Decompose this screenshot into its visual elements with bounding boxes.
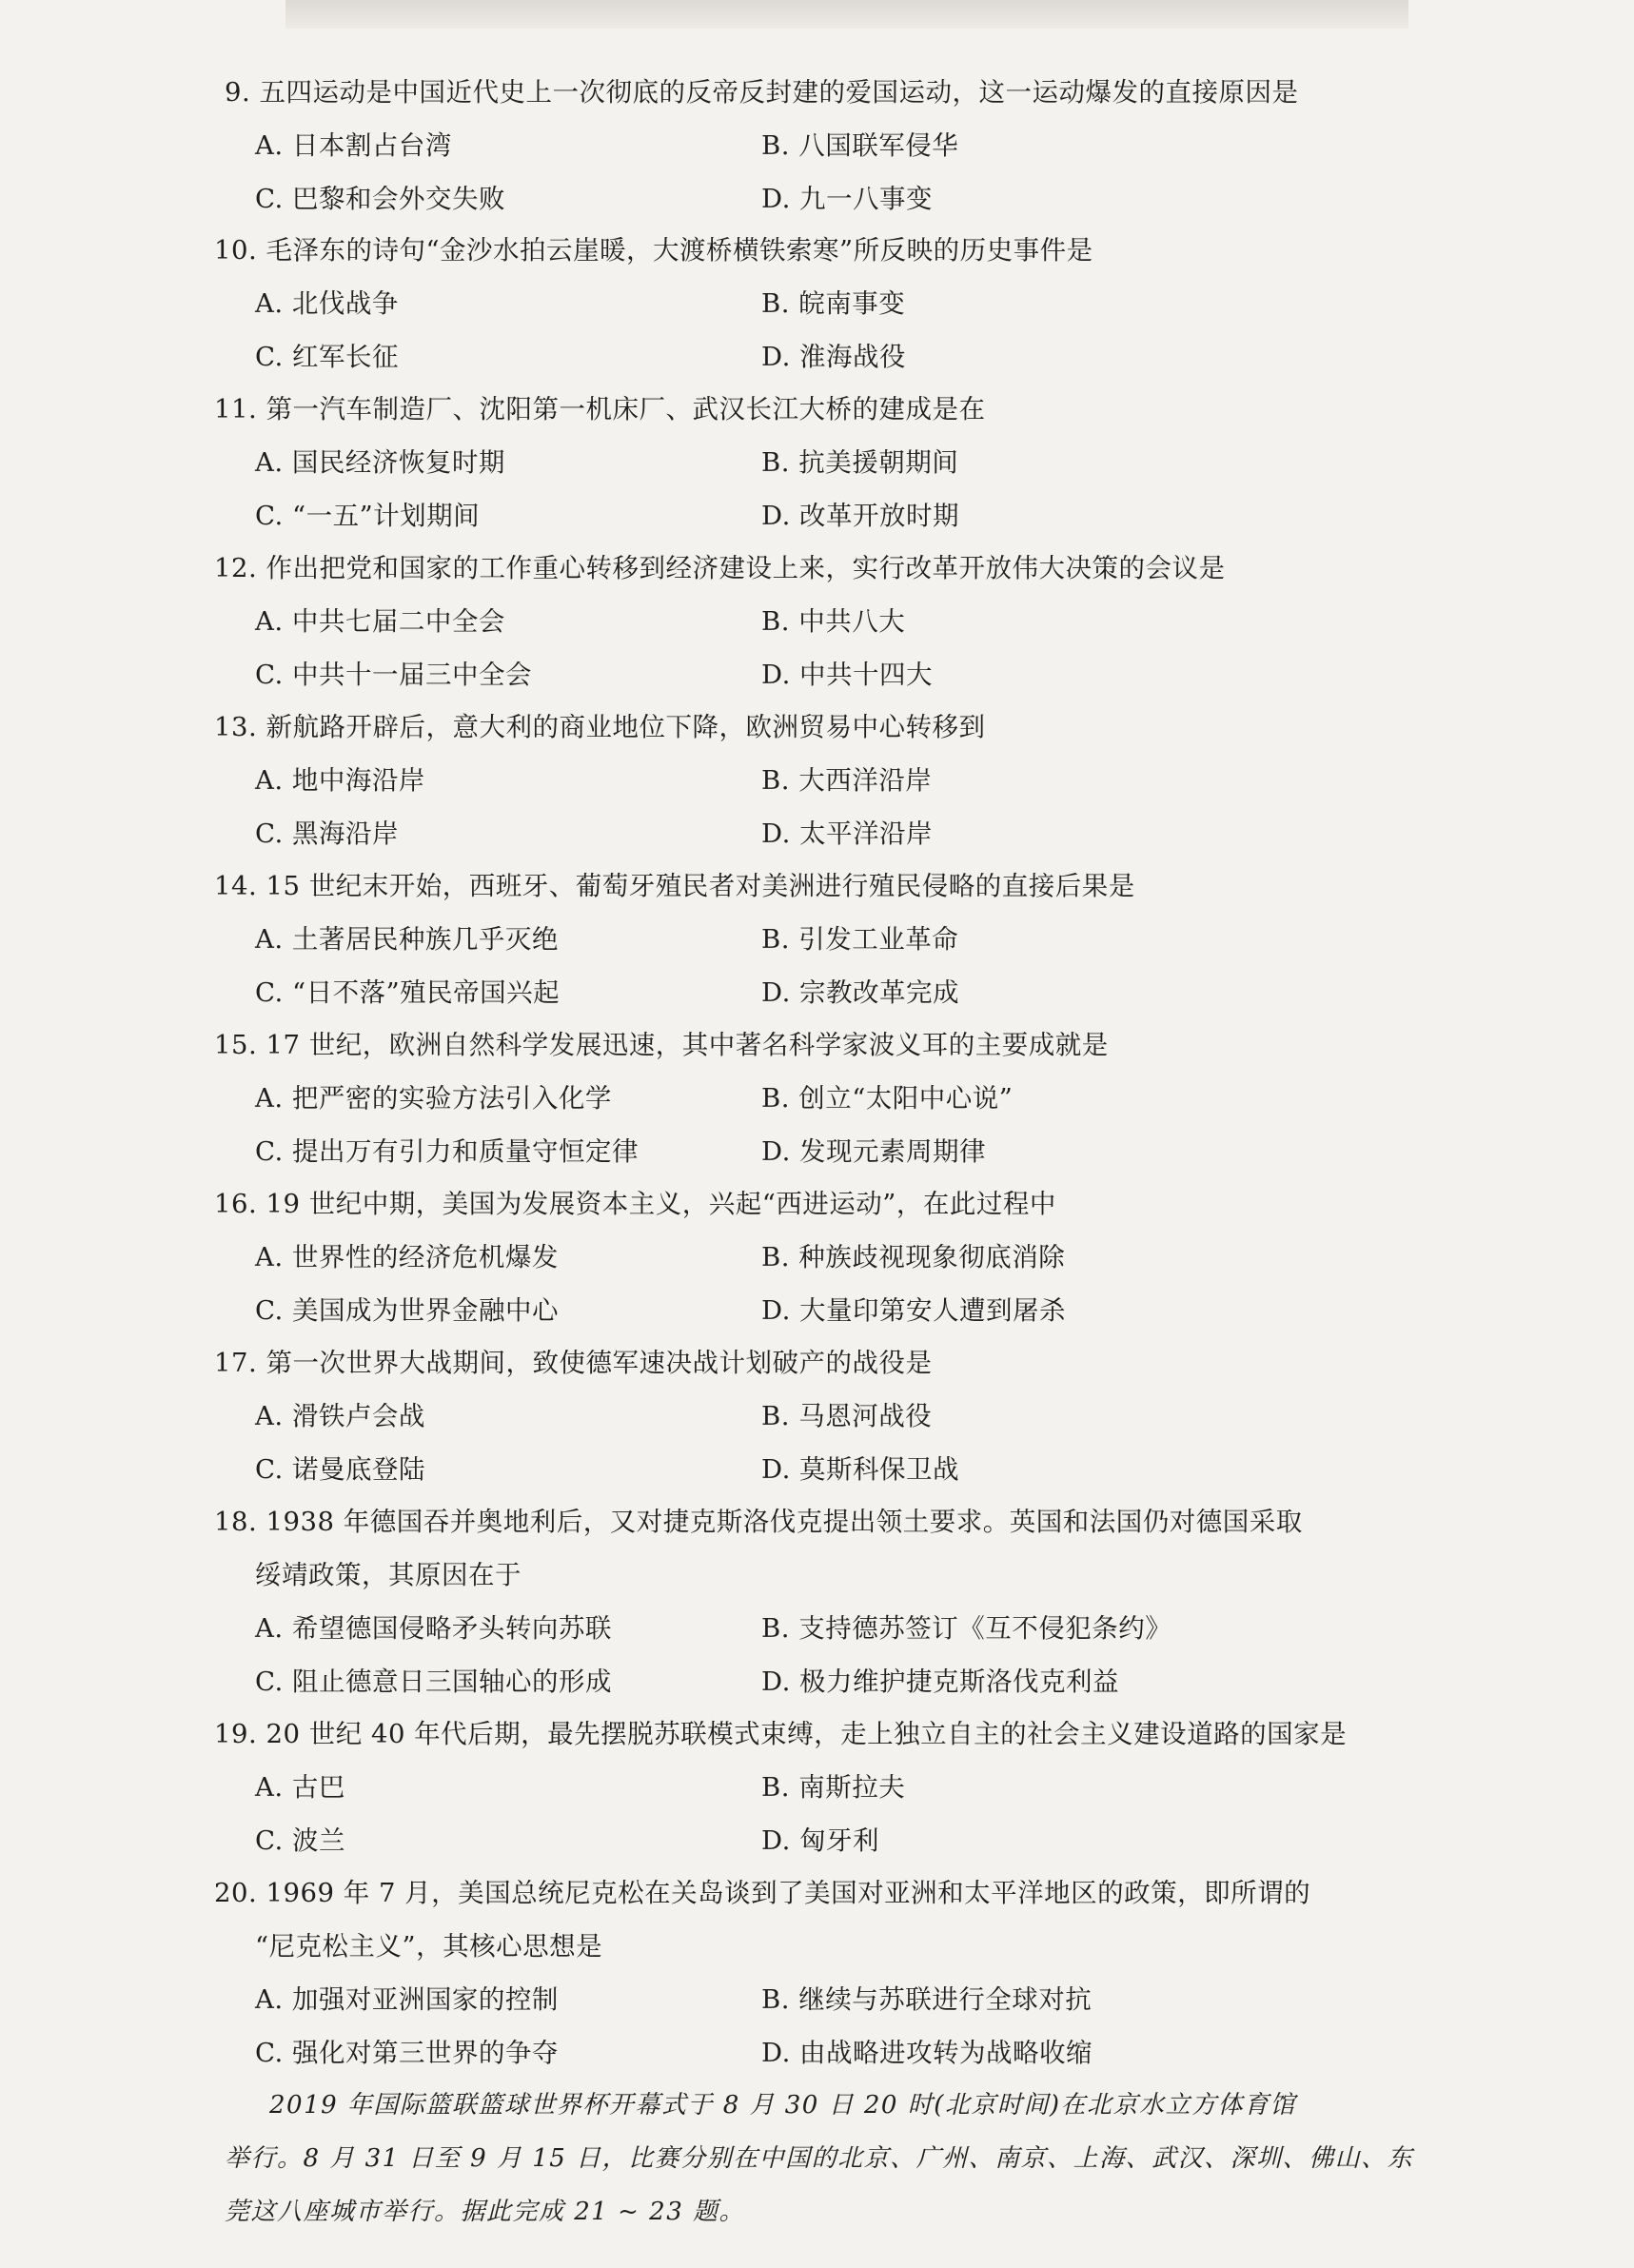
question-13-option-b: B. 大西洋沿岸 <box>761 765 933 796</box>
question-11-option-d: D. 改革开放时期 <box>761 501 960 531</box>
question-20-option-c: C. 强化对第三世界的争夺 <box>255 2038 560 2068</box>
question-13-stem: 13. 新航路开辟后，意大利的商业地位下降，欧洲贸易中心转移到 <box>214 712 986 742</box>
question-12-stem: 12. 作出把党和国家的工作重心转移到经济建设上来，实行改革开放伟大决策的会议是 <box>214 553 1226 583</box>
question-9-option-c: C. 巴黎和会外交失败 <box>255 184 506 214</box>
question-18-stem-continued: 绥靖政策，其原因在于 <box>255 1560 522 1590</box>
question-16-option-a: A. 世界性的经济危机爆发 <box>255 1242 559 1272</box>
question-16-option-b: B. 种族歧视现象彻底消除 <box>761 1242 1066 1272</box>
question-11-option-b: B. 抗美援朝期间 <box>761 447 959 478</box>
question-11-option-c: C. “一五”计划期间 <box>255 501 481 531</box>
question-13-option-a: A. 地中海沿岸 <box>255 765 425 796</box>
question-17-option-c: C. 诺曼底登陆 <box>255 1454 426 1485</box>
question-19-option-c: C. 波兰 <box>255 1825 346 1856</box>
question-12-option-b: B. 中共八大 <box>761 606 906 637</box>
question-16-stem: 16. 19 世纪中期，美国为发展资本主义，兴起“西进运动”，在此过程中 <box>214 1189 1056 1219</box>
question-13-option-c: C. 黑海沿岸 <box>255 818 400 849</box>
question-18-option-d: D. 极力维护捷克斯洛伐克利益 <box>761 1666 1120 1697</box>
question-16-option-c: C. 美国成为世界金融中心 <box>255 1295 560 1326</box>
question-19-stem: 19. 20 世纪 40 年代后期，最先摆脱苏联模式束缚，走上独立自主的社会主义建设道路的国家是 <box>214 1719 1348 1749</box>
question-20-option-d: D. 由战略进攻转为战略收缩 <box>761 2038 1093 2068</box>
question-12-option-c: C. 中共十一届三中全会 <box>255 660 533 690</box>
question-14-option-a: A. 土著居民种族几乎灭绝 <box>255 924 559 955</box>
question-15-option-d: D. 发现元素周期律 <box>761 1136 987 1167</box>
question-9-option-a: A. 日本割占台湾 <box>255 130 452 161</box>
question-15-option-a: A. 把严密的实验方法引入化学 <box>255 1083 612 1114</box>
question-15-option-c: C. 提出万有引力和质量守恒定律 <box>255 1136 640 1167</box>
question-14-option-d: D. 宗教改革完成 <box>761 977 960 1008</box>
question-10-stem: 10. 毛泽东的诗句“金沙水拍云崖暖，大渡桥横铁索寒”所反映的历史事件是 <box>214 235 1093 266</box>
question-10-option-c: C. 红军长征 <box>255 342 400 372</box>
bleed-through-top-edge <box>285 0 1408 29</box>
question-9-stem: 9. 五四运动是中国近代史上一次彻底的反帝反封建的爱国运动，这一运动爆发的直接原因是 <box>225 77 1299 108</box>
passage-line-1: 2019 年国际篮联篮球世界杯开幕式于 8 月 30 日 20 时(北京时间)在北京水立方体育馆 <box>269 2091 1297 2120</box>
question-20-option-b: B. 继续与苏联进行全球对抗 <box>761 1984 1093 2015</box>
passage-line-2: 举行。8 月 31 日至 9 月 15 日，比赛分别在中国的北京、广州、南京、上海、武汉、深圳、佛山、东 <box>225 2144 1414 2173</box>
question-14-option-c: C. “日不落”殖民帝国兴起 <box>255 977 561 1008</box>
question-12-option-a: A. 中共七届二中全会 <box>255 606 505 637</box>
question-17-option-b: B. 马恩河战役 <box>761 1401 933 1431</box>
question-19-option-d: D. 匈牙利 <box>761 1825 880 1856</box>
question-18-stem: 18. 1938 年德国吞并奥地利后，又对捷克斯洛伐克提出领土要求。英国和法国仍对德国采取 <box>214 1507 1303 1537</box>
question-18-option-c: C. 阻止德意日三国轴心的形成 <box>255 1666 613 1697</box>
question-15-stem: 15. 17 世纪，欧洲自然科学发展迅速，其中著名科学家波义耳的主要成就是 <box>214 1030 1109 1060</box>
question-19-option-a: A. 古巴 <box>255 1772 345 1803</box>
question-10-option-a: A. 北伐战争 <box>255 288 399 319</box>
question-18-option-b: B. 支持德苏签订《互不侵犯条约》 <box>761 1613 1172 1644</box>
question-19-option-b: B. 南斯拉夫 <box>761 1772 906 1803</box>
question-10-option-b: B. 皖南事变 <box>761 288 906 319</box>
question-14-option-b: B. 引发工业革命 <box>761 924 959 955</box>
question-9-option-d: D. 九一八事变 <box>761 184 934 214</box>
question-18-option-a: A. 希望德国侵略矛头转向苏联 <box>255 1613 612 1644</box>
question-10-option-d: D. 淮海战役 <box>761 342 907 372</box>
question-11-option-a: A. 国民经济恢复时期 <box>255 447 505 478</box>
question-11-stem: 11. 第一汽车制造厂、沈阳第一机床厂、武汉长江大桥的建成是在 <box>214 394 986 424</box>
question-17-option-d: D. 莫斯科保卫战 <box>761 1454 960 1485</box>
question-13-option-d: D. 太平洋沿岸 <box>761 818 934 849</box>
question-15-option-b: B. 创立“太阳中心说” <box>761 1083 1014 1114</box>
question-17-stem: 17. 第一次世界大战期间，致使德军速决战计划破产的战役是 <box>214 1348 933 1378</box>
question-17-option-a: A. 滑铁卢会战 <box>255 1401 425 1431</box>
question-16-option-d: D. 大量印第安人遭到屠杀 <box>761 1295 1067 1326</box>
question-20-stem: 20. 1969 年 7 月，美国总统尼克松在关岛谈到了美国对亚洲和太平洋地区的政策，即所谓的 <box>214 1878 1311 1908</box>
question-12-option-d: D. 中共十四大 <box>761 660 934 690</box>
question-20-option-a: A. 加强对亚洲国家的控制 <box>255 1984 559 2015</box>
passage-line-3: 莞这八座城市举行。据此完成 21 ~ 23 题。 <box>225 2198 746 2226</box>
question-9-option-b: B. 八国联军侵华 <box>761 130 959 161</box>
question-20-stem-continued: “尼克松主义”，其核心思想是 <box>255 1931 603 1962</box>
question-14-stem: 14. 15 世纪末开始，西班牙、葡萄牙殖民者对美洲进行殖民侵略的直接后果是 <box>214 871 1135 901</box>
